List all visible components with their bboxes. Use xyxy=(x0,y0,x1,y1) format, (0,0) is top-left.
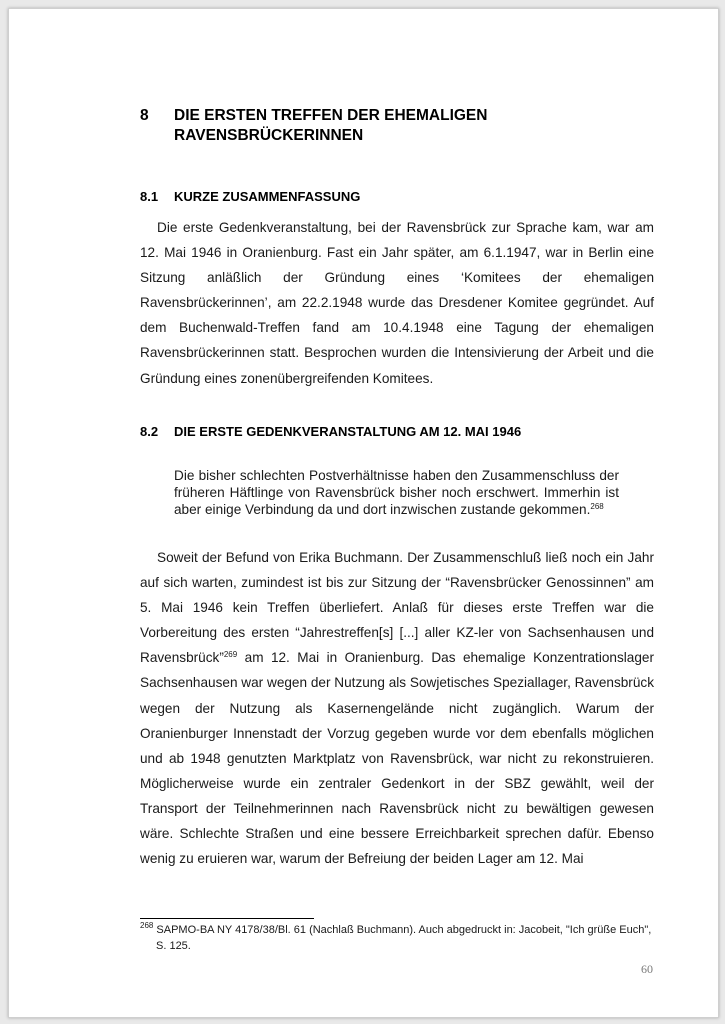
paragraph-text-part2: am 12. Mai in Oranienburg. Das ehemalige Konzentrationslager Sachsenhausen war wegen der Nutzung als Sowjetisches Speziallager, Ravensbrück wegen der Nutzung als Kasernengelände nicht zugänglich. Warum der Oranienburger Innenstadt der Vorzug gegeben wurde vor dem ebenfalls möglichen und ab 1948 genutzten Marktplatz von Ravensbrück, war nicht zu rekonstruieren. Möglicherweise wurde ein zentraler Gedenkort in der SBZ gewählt, weil der Transport der Teilnehmerinnen nach Ravensbrück nicht zu bewältigen gewesen wäre. Schlechte Straßen und eine bessere Erreichbarkeit sprechen dafür. Ebenso wenig zu eruieren war, warum der Befreiung der beiden Lager am 12. Mai xyxy=(140,650,654,867)
summary-paragraph: Die erste Gedenkveranstaltung, bei der Ravensbrück zur Sprache kam, war am 12. Mai 1946 in Oranienburg. Fast ein Jahr später, am 6.1.1947, war in Berlin eine Sitzung anläßlich der Gründung eines ‘Komitees der ehemaligen Ravensbrückerinnen’, am 22.2.1948 wurde das Dresdener Komitee gegründet. Auf dem Buchenwald-Treffen fand am 10.4.1948 eine Tagung der ehemaligen Ravensbrückerinnen statt. Besprochen wurden die Intensivierung der Arbeit und die Gründung eines zonenübergreifenden Komitees. xyxy=(140,220,654,386)
paragraph-text-part1: Soweit der Befund von Erika Buchmann. Der Zusammenschluß ließ noch ein Jahr auf sich warten, zumindest ist bis zur Sitzung der “Ravensbrücker Genossinnen” am 5. Mai 1946 kein Treffen überliefert. Anlaß für dieses erste Treffen war die Vorbereitung des ersten “Jahrestreffen[s] [...] aller KZ-ler von Sachsenhausen und Ravensbrück” xyxy=(140,550,654,666)
page-number: 60 xyxy=(641,962,653,976)
footnote-separator xyxy=(140,918,314,919)
section-title: DIE ERSTE GEDENKVERANSTALTUNG AM 12. MAI 1946 xyxy=(174,424,522,439)
footnote-text: SAPMO-BA NY 4178/38/Bl. 61 (Nachlaß Buchmann). Auch abgedruckt in: Jacobeit, "Ich grüße Euch", S. 125. xyxy=(156,924,652,952)
chapter-heading xyxy=(140,106,620,146)
footnote-ref-269: 269 xyxy=(223,650,238,660)
footnote xyxy=(140,922,654,954)
quote-text: Die bisher schlechten Postverhältnisse haben den Zusammenschluss der früheren Häftlinge von Ravensbrück bisher noch erschwert. Immerhin ist aber einige Verbindung da und dort inzwischen zustande gekommen. xyxy=(174,468,619,517)
document-page xyxy=(8,8,719,1018)
section-number: 8.1 xyxy=(140,189,159,204)
chapter-number: 8 xyxy=(140,107,149,124)
body-paragraph xyxy=(140,545,654,871)
footnote-ref-268: 268 xyxy=(590,501,604,511)
section-heading-8-1 xyxy=(140,188,620,205)
section-title: KURZE ZUSAMMENFASSUNG xyxy=(174,189,361,204)
chapter-title: DIE ERSTEN TREFFEN DER EHEMALIGEN RAVENSBRÜCKERINNEN xyxy=(174,107,488,144)
section-number: 8.2 xyxy=(140,424,159,439)
section-heading-8-2 xyxy=(140,423,620,440)
block-quote xyxy=(174,468,619,519)
footnote-number: 268 xyxy=(140,921,154,930)
